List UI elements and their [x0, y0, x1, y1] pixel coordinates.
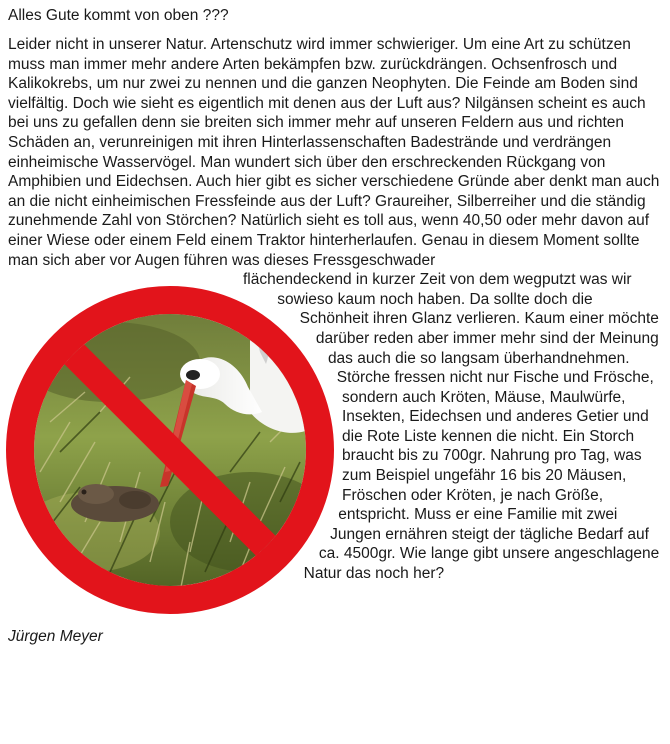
prohibition-sign-icon — [0, 272, 338, 627]
author-signature: Jürgen Meyer — [8, 628, 103, 646]
article-title: Alles Gute kommt von oben ??? — [8, 7, 229, 24]
article — [8, 6, 664, 647]
prohibition-sign-image — [0, 272, 338, 627]
article-paragraph-intro: Leider nicht in unserer Natur. Artenschutz wird immer schwieriger. Um eine Art zu schützen muss man immer mehr andere Arten bekämpfen bzw. zurückdrängen. Ochsenfrosch und Kalikokrebs, um nur zwei zu nennen und die ganzen Neophyten. Die Feinde am Boden sind vielfältig. Doch wie sieht es eigentlich mit denen aus der Luft aus? Nilgänsen scheint es auch bei uns zu gefallen denn sie breiten sich immer mehr auf unseren Feldern aus und richten Schäden an, verunreinigen mit ihren Hinterlassenschaften Badestrände und verdrängen einheimische Wasservögel. Man wundert sich über den erschreckenden Rückgang von Amphibien und Eidechsen. Auch hier gibt es sicher verschiedene Gründe aber denkt man auch an die nicht einheimischen Fressfeinde aus der Luft? Graureiher, Silberreiher und die ständig zunehmende Zahl von Störchen? Natürlich sieht es toll aus, wenn 40,50 oder mehr davon auf einer Wiese oder einem Feld einem Traktor hinterherlaufen. Genau in diesem Moment sollte man sich aber vor Augen führen was dieses Fressgeschwader — [8, 36, 660, 269]
article-paragraph-continued: flächendeckend in kurzer Zeit von dem wegputzt was wir sowieso kaum noch haben. Da sollte doch die Schönheit ihren Glanz verlieren. Kaum einer möchte darüber reden aber immer mehr sind der Meinung das auch die so langsam überhandnehmen. Störche fressen nicht nur Fische und Frösche, sondern auch Kröten, Mäuse, Maulwürfe, Insekten, Eidechsen und anderes Getier und die Rote Liste kennen die nicht. Ein Storch braucht bis zu 700gr. Nahrung pro Tag, was zum Beispiel ungefähr 16 bis 20 Mäusen, Fröschen oder Kröten, je nach Größe, entspricht. Muss er eine Familie mit zwei Jungen ernähren steigt der tägliche Bedarf auf ca. 4500gr. Wie lange gibt unsere angeschlagene Natur das noch her? — [243, 271, 660, 583]
